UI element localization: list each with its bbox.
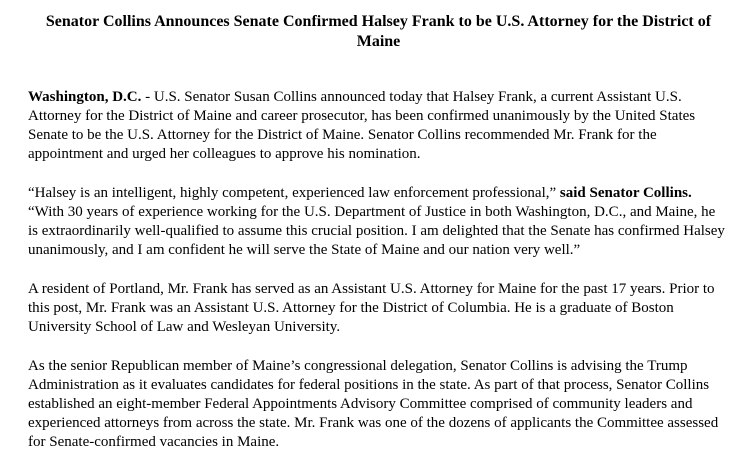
quote-start: “Halsey is an intelligent, highly competent, experienced law enforcement professional,” [28, 185, 560, 201]
press-release-title: Senator Collins Announces Senate Confirmed Halsey Frank to be U.S. Attorney for the District of Maine [45, 13, 712, 50]
paragraph-announcement-text: - U.S. Senator Susan Collins announced today that Halsey Frank, a current Assistant U.S. Attorney for the District of Maine and career prosecutor, has been confirmed unanimously by the United States Senate to be the U.S. Attorney for the District of Maine. Senator Collins recommended Mr. Frank for the appointment and urged her colleagues to approve his nomination. [28, 89, 696, 162]
title-spacer [28, 52, 725, 88]
paragraph-announcement [28, 88, 725, 164]
paragraph-committee: As the senior Republican member of Maine’s congressional delegation, Senator Collins is advising the Trump Administration as it evaluates candidates for federal positions in the state. As part of that process, Senator Collins established an eight-member Federal Appointments Advisory Committee comprised of community leaders and experienced attorneys from across the state. Mr. Frank was one of the dozens of applicants the Committee assessed for Senate-confirmed vacancies in Maine. [28, 358, 719, 450]
quote-rest: “With 30 years of experience working for the U.S. Department of Justice in both Washington, D.C., and Maine, he is extraordinarily well-qualified to assume this crucial position. I am delighted that the Senate has confirmed Halsey unanimously, and I am confident he will serve the State of Maine and our nation very well.” [28, 204, 725, 258]
paragraph-background: A resident of Portland, Mr. Frank has served as an Assistant U.S. Attorney for Maine for the past 17 years. Prior to this post, Mr. Frank was an Assistant U.S. Attorney for the District of Columbia. He is a graduate of Boston University School of Law and Wesleyan University. [28, 281, 715, 335]
paragraph-quote [28, 184, 725, 260]
press-release-body [28, 88, 725, 452]
quote-speaker: said Senator Collins. [559, 185, 692, 201]
dateline: Washington, D.C. [28, 89, 142, 105]
